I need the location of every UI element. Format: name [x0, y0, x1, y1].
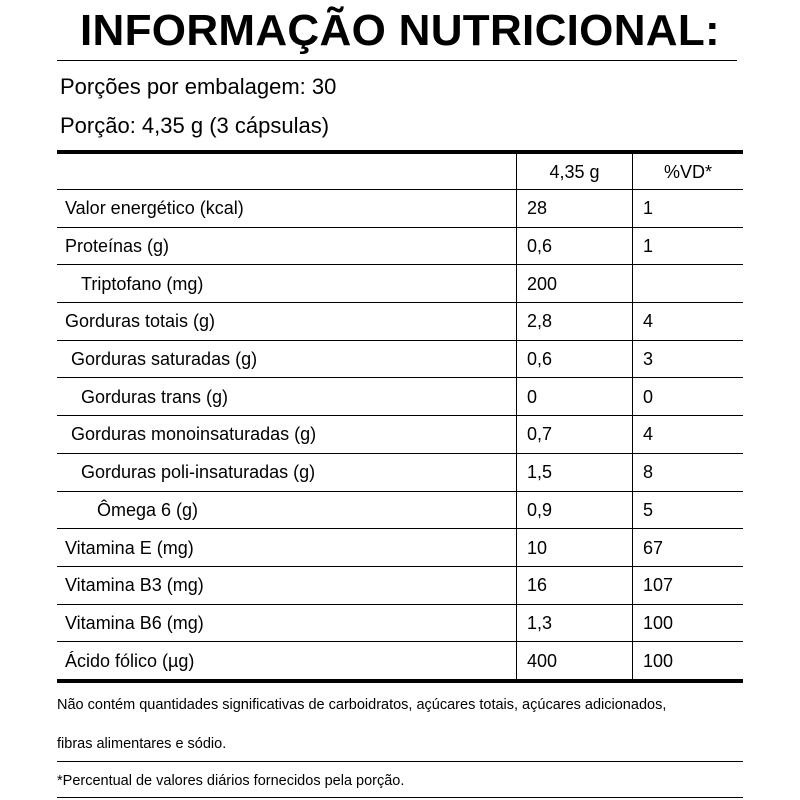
table-header-row: [57, 152, 743, 190]
nutrient-dv: 1: [633, 227, 744, 265]
nutrient-amount: 16: [517, 566, 633, 604]
nutrient-name: Vitamina E (mg): [57, 529, 517, 567]
table-row: [57, 227, 743, 265]
nutrient-dv: 8: [633, 453, 744, 491]
servings-per-package: Porções por embalagem: 30: [60, 74, 337, 99]
nutrient-name: Gorduras saturadas (g): [57, 340, 517, 378]
nutrient-amount: 0,9: [517, 491, 633, 529]
nutrient-amount: 1,3: [517, 604, 633, 642]
nutrient-dv: 4: [633, 416, 744, 454]
nutrient-name: Vitamina B6 (mg): [57, 604, 517, 642]
nutrient-dv: 5: [633, 491, 744, 529]
page-title: INFORMAÇÃO NUTRICIONAL:: [80, 6, 720, 55]
nutrient-name: Gorduras trans (g): [57, 378, 517, 416]
nutrient-dv: 3: [633, 340, 744, 378]
nutrient-name: Ácido fólico (µg): [57, 642, 517, 681]
nutrient-dv: 4: [633, 303, 744, 341]
nutrient-amount: 0,6: [517, 227, 633, 265]
nutrient-amount: 1,5: [517, 453, 633, 491]
nutrient-name: Gorduras poli-insaturadas (g): [57, 453, 517, 491]
table-row: [57, 604, 743, 642]
nutrient-amount: 28: [517, 190, 633, 228]
nutrient-dv: 100: [633, 642, 744, 681]
table-row: [57, 265, 743, 303]
nutrient-amount: 0: [517, 378, 633, 416]
nutrient-amount: 0,6: [517, 340, 633, 378]
serving-size: Porção: 4,35 g (3 cápsulas): [60, 113, 330, 138]
header-daily-value: %VD*: [633, 152, 744, 190]
footnote-divider: [57, 761, 743, 762]
nutrient-name: Vitamina B3 (mg): [57, 566, 517, 604]
header-nutrient: [57, 152, 517, 190]
table-row: [57, 190, 743, 228]
nutrient-dv: 100: [633, 604, 744, 642]
table-row: [57, 453, 743, 491]
nutrient-name: Triptofano (mg): [57, 265, 517, 303]
nutrient-dv: 1: [633, 190, 744, 228]
nutrient-name: Gorduras totais (g): [57, 303, 517, 341]
nutrition-table: [57, 150, 743, 683]
nutrient-dv: [633, 265, 744, 303]
title-divider: [57, 60, 737, 61]
table-row: [57, 642, 743, 681]
nutrient-amount: 2,8: [517, 303, 633, 341]
table-row: [57, 491, 743, 529]
table-row: [57, 378, 743, 416]
nutrient-amount: 200: [517, 265, 633, 303]
nutrient-amount: 0,7: [517, 416, 633, 454]
nutrient-dv: 107: [633, 566, 744, 604]
footnote-not-significant: Não contém quantidades significativas de carboidratos, açúcares totais, açúcares adicionados,: [57, 697, 667, 713]
table-row: [57, 529, 743, 567]
nutrient-dv: 67: [633, 529, 744, 567]
header-amount: 4,35 g: [517, 152, 633, 190]
bottom-divider: [57, 797, 743, 798]
footnote-not-significant-cont: fibras alimentares e sódio.: [57, 736, 227, 752]
table-row: [57, 340, 743, 378]
footnote-daily-value: *Percentual de valores diários fornecidos pela porção.: [57, 773, 405, 789]
nutrient-name: Proteínas (g): [57, 227, 517, 265]
nutrient-name: Valor energético (kcal): [57, 190, 517, 228]
nutrient-amount: 10: [517, 529, 633, 567]
nutrient-name: Gorduras monoinsaturadas (g): [57, 416, 517, 454]
nutrient-amount: 400: [517, 642, 633, 681]
nutrient-name: Ômega 6 (g): [57, 491, 517, 529]
table-row: [57, 303, 743, 341]
table-row: [57, 566, 743, 604]
table-row: [57, 416, 743, 454]
nutrient-dv: 0: [633, 378, 744, 416]
